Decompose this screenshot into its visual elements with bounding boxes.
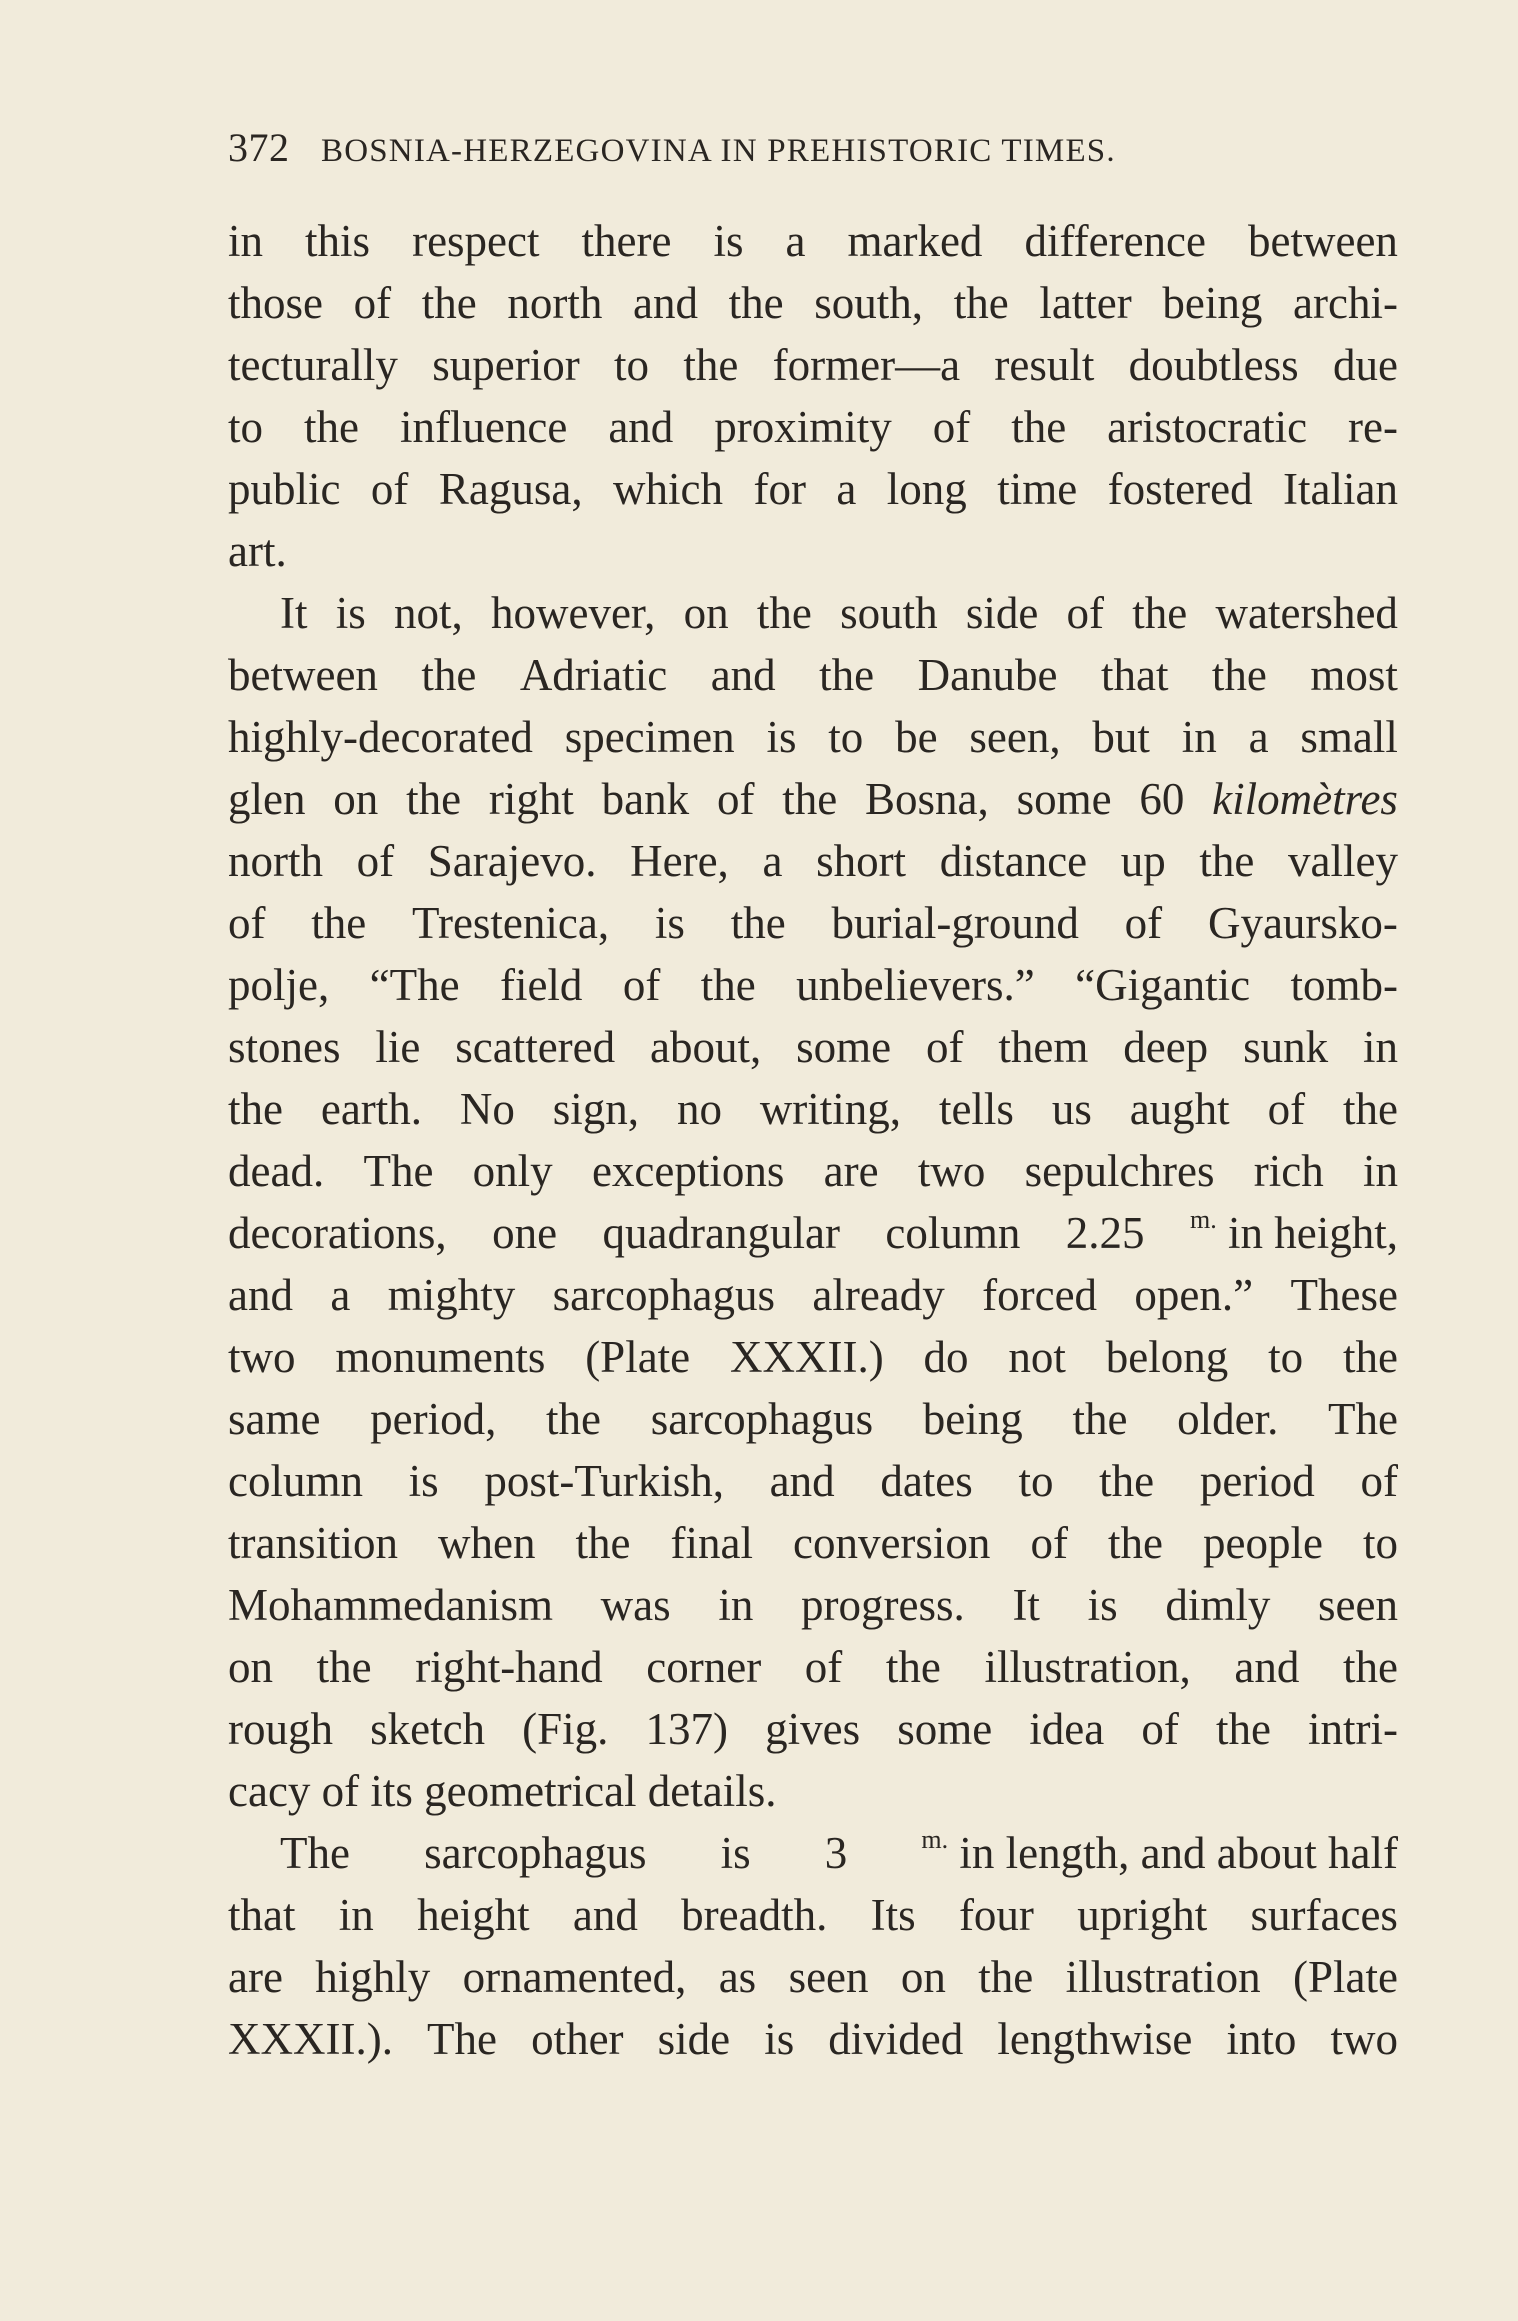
word: and bbox=[572, 1890, 638, 1940]
word: the bbox=[978, 1952, 1034, 2002]
word: former—a bbox=[772, 340, 961, 390]
word: (Plate bbox=[585, 1332, 691, 1382]
text-line bbox=[228, 1388, 1398, 1450]
word: between bbox=[228, 650, 378, 700]
word: glen bbox=[228, 774, 306, 824]
text-line bbox=[228, 1140, 1398, 1202]
word: the bbox=[1199, 836, 1255, 886]
word: influence bbox=[399, 402, 568, 452]
word: some bbox=[897, 1704, 993, 1754]
word: distance bbox=[939, 836, 1088, 886]
line-text-after-superscript: in length, and about half bbox=[959, 1828, 1398, 1878]
word: long bbox=[886, 464, 967, 514]
text-line bbox=[228, 644, 1398, 706]
word: sepulchres bbox=[1024, 1146, 1215, 1196]
text-line bbox=[228, 1636, 1398, 1698]
word: seen, bbox=[969, 712, 1061, 762]
word: the bbox=[1215, 1704, 1271, 1754]
word: in bbox=[1362, 1022, 1398, 1072]
word: short bbox=[816, 836, 907, 886]
word: period, bbox=[370, 1394, 497, 1444]
body-text bbox=[228, 210, 1408, 2070]
word: of bbox=[1267, 1084, 1306, 1134]
word: other bbox=[531, 2014, 624, 2064]
word: upright bbox=[1077, 1890, 1208, 1940]
word: a bbox=[330, 1270, 351, 1320]
word: the bbox=[311, 898, 367, 948]
text-line bbox=[228, 272, 1398, 334]
word: was bbox=[600, 1580, 671, 1630]
word: is bbox=[1087, 1580, 1118, 1630]
word: the bbox=[1072, 1394, 1128, 1444]
word: The bbox=[427, 2014, 497, 2064]
word: sarcophagus bbox=[650, 1394, 874, 1444]
word: those bbox=[228, 278, 323, 328]
word: already bbox=[812, 1270, 945, 1320]
text-line bbox=[228, 1760, 1398, 1822]
word: time bbox=[997, 464, 1078, 514]
word: aristocratic bbox=[1107, 402, 1308, 452]
word: most bbox=[1310, 650, 1398, 700]
word: and bbox=[608, 402, 674, 452]
word: the bbox=[782, 774, 838, 824]
word: south bbox=[840, 588, 938, 638]
word: due bbox=[1332, 340, 1398, 390]
word: respect bbox=[412, 216, 540, 266]
word: rich bbox=[1253, 1146, 1324, 1196]
word: is bbox=[654, 898, 685, 948]
word: ornamented, bbox=[462, 1952, 687, 2002]
text-line bbox=[228, 830, 1398, 892]
word: post-Turkish, bbox=[484, 1456, 724, 1506]
word: one bbox=[492, 1208, 558, 1258]
word: when bbox=[438, 1518, 536, 1568]
word: into bbox=[1226, 2014, 1297, 2064]
word: that bbox=[228, 1890, 296, 1940]
word: which bbox=[613, 464, 724, 514]
word: quadrangular bbox=[602, 1208, 840, 1258]
word: of bbox=[1360, 1456, 1398, 1506]
text-line bbox=[228, 1698, 1398, 1760]
word: the bbox=[421, 650, 477, 700]
word: small bbox=[1300, 712, 1398, 762]
word: is bbox=[713, 216, 744, 266]
word: on bbox=[900, 1952, 946, 2002]
word: sign, bbox=[552, 1084, 640, 1134]
word: to bbox=[1268, 1332, 1304, 1382]
word: aught bbox=[1129, 1084, 1230, 1134]
word: Sarajevo. bbox=[427, 836, 597, 886]
word: the bbox=[1342, 1332, 1398, 1382]
word: the bbox=[728, 278, 784, 328]
word: the bbox=[730, 898, 786, 948]
word: and bbox=[228, 1270, 293, 1320]
line-text: art. bbox=[228, 526, 287, 576]
running-title: BOSNIA-HERZEGOVINA IN PREHISTORIC TIMES. bbox=[321, 133, 1116, 169]
word: writing, bbox=[759, 1084, 902, 1134]
word: of bbox=[804, 1642, 843, 1692]
word: the bbox=[885, 1642, 941, 1692]
word: them bbox=[998, 1022, 1089, 1072]
word: sketch bbox=[370, 1704, 486, 1754]
word: are bbox=[228, 1952, 283, 2002]
word: lengthwise bbox=[997, 2014, 1193, 2064]
word: on bbox=[228, 1642, 273, 1692]
word: the bbox=[421, 278, 477, 328]
word: south, bbox=[814, 278, 924, 328]
word: Mohammedanism bbox=[228, 1580, 553, 1630]
text-line bbox=[228, 396, 1398, 458]
line-text-after-superscript: in height, bbox=[1227, 1208, 1398, 1258]
word: sarcophagus bbox=[552, 1270, 775, 1320]
word: divided bbox=[828, 2014, 964, 2064]
word: north bbox=[228, 836, 323, 886]
line-text: cacy of its geometrical details. bbox=[228, 1766, 777, 1816]
word: Gyaursko- bbox=[1207, 898, 1398, 948]
word: breadth. bbox=[681, 1890, 828, 1940]
word: to bbox=[828, 712, 864, 762]
word: illustration bbox=[1065, 1952, 1261, 2002]
word: height bbox=[417, 1890, 530, 1940]
word: the bbox=[1211, 650, 1267, 700]
word: gives bbox=[765, 1704, 861, 1754]
word: the bbox=[819, 650, 875, 700]
word: right bbox=[488, 774, 574, 824]
word: for bbox=[753, 464, 806, 514]
word: however, bbox=[490, 588, 656, 638]
word: superior bbox=[432, 340, 580, 390]
text-line bbox=[228, 1574, 1398, 1636]
word: a bbox=[785, 216, 806, 266]
word: decorations, bbox=[228, 1208, 447, 1258]
text-line bbox=[228, 1822, 1398, 1884]
word: re- bbox=[1348, 402, 1398, 452]
word: doubtless bbox=[1128, 340, 1299, 390]
word: the bbox=[1132, 588, 1188, 638]
word: the bbox=[683, 340, 739, 390]
word: the bbox=[1011, 402, 1067, 452]
word: Italian bbox=[1283, 464, 1398, 514]
word: of bbox=[932, 402, 971, 452]
word: Here, bbox=[630, 836, 729, 886]
word: XXXII.) bbox=[730, 1332, 884, 1382]
word: of bbox=[1030, 1518, 1068, 1568]
word: the bbox=[575, 1518, 631, 1568]
word: highly-decorated bbox=[228, 712, 533, 762]
word: of bbox=[1124, 898, 1163, 948]
word: corner bbox=[646, 1642, 762, 1692]
word: about, bbox=[650, 1022, 762, 1072]
word: of bbox=[622, 960, 661, 1010]
word: the bbox=[1342, 1084, 1398, 1134]
word: some bbox=[796, 1022, 892, 1072]
word: column bbox=[885, 1208, 1021, 1258]
line-text-superscript-group bbox=[921, 1822, 1398, 1884]
word: forced bbox=[982, 1270, 1098, 1320]
word: of bbox=[356, 836, 395, 886]
word: the bbox=[1342, 1642, 1398, 1692]
word: the bbox=[406, 774, 462, 824]
word: The bbox=[280, 1828, 350, 1878]
word: deep bbox=[1123, 1022, 1209, 1072]
text-line bbox=[228, 1512, 1398, 1574]
word: to bbox=[228, 402, 264, 452]
word: fostered bbox=[1107, 464, 1253, 514]
word: public bbox=[228, 464, 341, 514]
text-line bbox=[228, 334, 1398, 396]
word: of bbox=[926, 1022, 964, 1072]
word: Adriatic bbox=[519, 650, 668, 700]
word: final bbox=[670, 1518, 753, 1568]
word: is bbox=[335, 588, 366, 638]
word: scattered bbox=[455, 1022, 616, 1072]
word: of bbox=[1066, 588, 1105, 638]
word: is bbox=[720, 1828, 751, 1878]
word: (Plate bbox=[1292, 1952, 1398, 2002]
text-line bbox=[228, 1202, 1398, 1264]
word: It bbox=[280, 588, 308, 638]
text-line bbox=[228, 954, 1398, 1016]
page-number: 372 bbox=[228, 125, 290, 170]
text-line bbox=[228, 582, 1398, 644]
word: a bbox=[762, 836, 783, 886]
word: 137) bbox=[645, 1704, 729, 1754]
word: as bbox=[718, 1952, 757, 2002]
word: burial-ground bbox=[831, 898, 1079, 948]
word: exceptions bbox=[591, 1146, 785, 1196]
word: conversion bbox=[792, 1518, 991, 1568]
word: right-hand bbox=[415, 1642, 603, 1692]
word: up bbox=[1120, 836, 1166, 886]
word: us bbox=[1051, 1084, 1092, 1134]
word: of bbox=[716, 774, 755, 824]
text-line bbox=[228, 706, 1398, 768]
text-line bbox=[228, 1884, 1398, 1946]
word: rough bbox=[228, 1704, 333, 1754]
word: sunk bbox=[1243, 1022, 1329, 1072]
running-head bbox=[228, 124, 1298, 174]
word: difference bbox=[1024, 216, 1206, 266]
word: seen bbox=[1318, 1580, 1398, 1630]
word: two bbox=[917, 1146, 986, 1196]
word: intri- bbox=[1308, 1704, 1398, 1754]
word: result bbox=[994, 340, 1095, 390]
word: side bbox=[965, 588, 1039, 638]
word: between bbox=[1248, 216, 1398, 266]
word: the bbox=[953, 278, 1009, 328]
word: only bbox=[472, 1146, 553, 1196]
word: These bbox=[1290, 1270, 1398, 1320]
word: older. bbox=[1177, 1394, 1279, 1444]
word: two bbox=[1330, 2014, 1398, 2064]
word: It bbox=[1012, 1580, 1040, 1630]
word: proximity bbox=[714, 402, 892, 452]
text-line bbox=[228, 2008, 1398, 2070]
word: not bbox=[1008, 1332, 1066, 1382]
word: marked bbox=[847, 216, 983, 266]
text-line bbox=[228, 1946, 1398, 2008]
text-line bbox=[228, 1264, 1398, 1326]
italic-word-kilometres: kilomètres bbox=[1212, 774, 1398, 824]
word: highly bbox=[315, 1952, 431, 2002]
word: illustration, bbox=[984, 1642, 1191, 1692]
word: the bbox=[546, 1394, 602, 1444]
superscript-unit: m. bbox=[921, 1825, 949, 1854]
word: 60 bbox=[1139, 774, 1185, 824]
word: seen bbox=[788, 1952, 869, 2002]
word: the bbox=[756, 588, 812, 638]
word: latter bbox=[1039, 278, 1132, 328]
word: lie bbox=[375, 1022, 421, 1072]
word: The bbox=[363, 1146, 434, 1196]
text-line bbox=[228, 768, 1398, 830]
word: and bbox=[1234, 1642, 1300, 1692]
word: north bbox=[507, 278, 603, 328]
word: watershed bbox=[1215, 588, 1398, 638]
word: dimly bbox=[1165, 1580, 1271, 1630]
text-line bbox=[228, 1450, 1398, 1512]
word: to bbox=[1362, 1518, 1398, 1568]
word: being bbox=[1162, 278, 1263, 328]
word: four bbox=[958, 1890, 1034, 1940]
word: this bbox=[305, 216, 371, 266]
word: a bbox=[836, 464, 857, 514]
word: specimen bbox=[564, 712, 735, 762]
text-line bbox=[228, 892, 1398, 954]
word: is bbox=[766, 712, 797, 762]
word: of bbox=[228, 898, 266, 948]
word: two bbox=[228, 1332, 296, 1382]
word: is bbox=[408, 1456, 439, 1506]
word: valley bbox=[1288, 836, 1398, 886]
word: polje, bbox=[228, 960, 330, 1010]
word: to bbox=[1018, 1456, 1054, 1506]
word: some bbox=[1016, 774, 1112, 824]
word: Trestenica, bbox=[412, 898, 610, 948]
word: there bbox=[581, 216, 672, 266]
word: in bbox=[718, 1580, 754, 1630]
word: mighty bbox=[387, 1270, 516, 1320]
text-line bbox=[228, 458, 1398, 520]
word: in bbox=[1181, 712, 1217, 762]
word: is bbox=[764, 2014, 795, 2064]
word: the bbox=[316, 1642, 372, 1692]
word: bank bbox=[601, 774, 690, 824]
word: and bbox=[769, 1456, 835, 1506]
word: The bbox=[1328, 1394, 1398, 1444]
word: being bbox=[922, 1394, 1023, 1444]
word: that bbox=[1100, 650, 1169, 700]
word: Its bbox=[870, 1890, 916, 1940]
text-line bbox=[228, 1326, 1398, 1388]
word: be bbox=[895, 712, 938, 762]
word: the bbox=[1099, 1456, 1155, 1506]
word: people bbox=[1202, 1518, 1323, 1568]
text-line bbox=[228, 210, 1398, 272]
word: dates bbox=[880, 1456, 973, 1506]
word: and bbox=[633, 278, 699, 328]
word: column bbox=[228, 1456, 363, 1506]
word: 3 bbox=[824, 1828, 848, 1878]
word: are bbox=[823, 1146, 879, 1196]
text-line bbox=[228, 520, 1398, 582]
word: the bbox=[1107, 1518, 1163, 1568]
word: (Fig. bbox=[522, 1704, 609, 1754]
word: period bbox=[1199, 1456, 1315, 1506]
word: transition bbox=[228, 1518, 398, 1568]
word: in bbox=[228, 216, 264, 266]
word: of bbox=[370, 464, 409, 514]
word: 2.25 bbox=[1065, 1208, 1145, 1258]
word: the bbox=[303, 402, 359, 452]
word: field bbox=[499, 960, 583, 1010]
word: earth. bbox=[320, 1084, 423, 1134]
word: in bbox=[1362, 1146, 1398, 1196]
word: but bbox=[1092, 712, 1150, 762]
word: “Gigantic bbox=[1075, 960, 1251, 1010]
word: on bbox=[333, 774, 379, 824]
word: Danube bbox=[917, 650, 1058, 700]
word: idea bbox=[1029, 1704, 1105, 1754]
word: No bbox=[459, 1084, 515, 1134]
word: Ragusa, bbox=[438, 464, 583, 514]
word: on bbox=[683, 588, 729, 638]
superscript-unit: m. bbox=[1189, 1205, 1217, 1234]
word: do bbox=[923, 1332, 969, 1382]
word: and bbox=[710, 650, 776, 700]
word: not, bbox=[393, 588, 463, 638]
word: open.” bbox=[1134, 1270, 1254, 1320]
word: tells bbox=[938, 1084, 1014, 1134]
word: of bbox=[353, 278, 392, 328]
word: belong bbox=[1105, 1332, 1229, 1382]
word: archi- bbox=[1293, 278, 1398, 328]
word: surfaces bbox=[1250, 1890, 1398, 1940]
word: a bbox=[1248, 712, 1269, 762]
word: same bbox=[228, 1394, 321, 1444]
word: sarcophagus bbox=[424, 1828, 647, 1878]
text-line bbox=[228, 1016, 1398, 1078]
word: tecturally bbox=[228, 340, 398, 390]
text-line bbox=[228, 1078, 1398, 1140]
word: XXXII.). bbox=[228, 2014, 393, 2064]
word: tomb- bbox=[1290, 960, 1398, 1010]
line-text-superscript-group bbox=[1190, 1202, 1398, 1264]
word: dead. bbox=[228, 1146, 325, 1196]
word: in bbox=[338, 1890, 374, 1940]
word: progress. bbox=[801, 1580, 965, 1630]
word: “The bbox=[369, 960, 460, 1010]
word: side bbox=[657, 2014, 731, 2064]
word: to bbox=[614, 340, 650, 390]
word: stones bbox=[228, 1022, 341, 1072]
word: the bbox=[700, 960, 756, 1010]
word: monuments bbox=[335, 1332, 546, 1382]
word: no bbox=[676, 1084, 722, 1134]
word: unbelievers.” bbox=[796, 960, 1035, 1010]
word: of bbox=[1141, 1704, 1179, 1754]
word: the bbox=[228, 1084, 283, 1134]
word: Bosna, bbox=[865, 774, 989, 824]
